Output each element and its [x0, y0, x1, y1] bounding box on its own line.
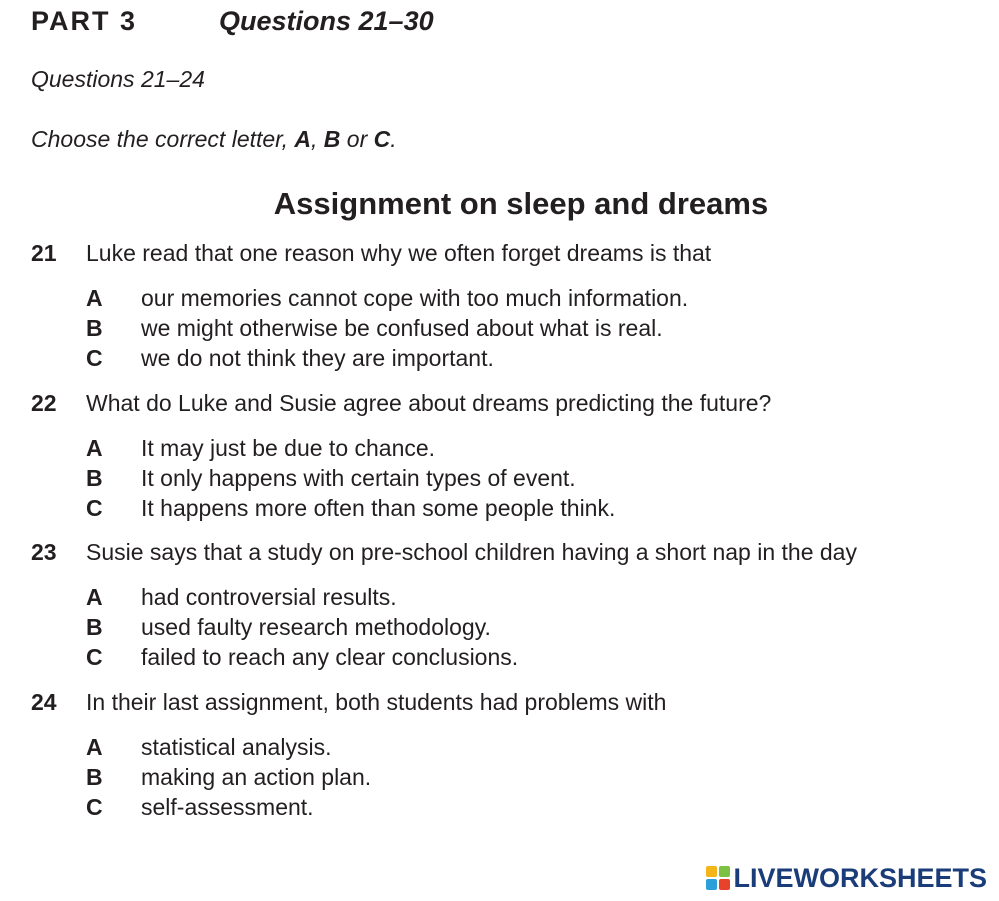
- instruction-separator: ,: [310, 126, 324, 152]
- part-label: PART 3: [31, 5, 138, 36]
- option-b[interactable]: [31, 315, 971, 345]
- option-b[interactable]: [31, 614, 971, 644]
- option-list: [31, 584, 971, 674]
- liveworksheets-logo-icon: [706, 866, 730, 890]
- question-number: 22: [31, 390, 57, 416]
- question-number: 23: [31, 539, 57, 565]
- option-text: statistical analysis.: [141, 734, 332, 760]
- question-21: [31, 240, 971, 375]
- question-number: 21: [31, 240, 57, 266]
- question-23: [31, 539, 971, 674]
- logo-square: [719, 879, 730, 890]
- option-letter: A: [86, 734, 103, 760]
- option-letter: C: [86, 644, 103, 670]
- option-letter: C: [86, 794, 103, 820]
- logo-square: [706, 879, 717, 890]
- option-b[interactable]: [31, 764, 971, 794]
- instruction: [31, 126, 397, 153]
- option-a[interactable]: [31, 734, 971, 764]
- option-c[interactable]: [31, 794, 971, 824]
- part-header: [31, 4, 434, 38]
- option-text: It may just be due to chance.: [141, 435, 436, 461]
- instruction-letter-b: B: [323, 126, 341, 152]
- option-letter: B: [86, 614, 103, 640]
- question-text: Luke read that one reason why we often forget dreams is that: [86, 240, 712, 266]
- option-letter: C: [86, 495, 103, 521]
- instruction-letter-a: A: [294, 126, 311, 152]
- option-b[interactable]: [31, 465, 971, 495]
- option-a[interactable]: [31, 285, 971, 315]
- option-letter: A: [86, 435, 103, 461]
- instruction-separator: or: [340, 126, 374, 152]
- option-text: self-assessment.: [141, 794, 314, 820]
- question-stem: [31, 689, 971, 719]
- option-text: It happens more often than some people think.: [141, 495, 616, 521]
- assignment-title: Assignment on sleep and dreams: [273, 186, 769, 221]
- option-c[interactable]: [31, 644, 971, 674]
- question-stem: [31, 240, 971, 270]
- option-letter: C: [86, 345, 103, 371]
- question-stem: [31, 539, 971, 569]
- instruction-suffix: .: [390, 126, 397, 152]
- option-text: making an action plan.: [141, 764, 372, 790]
- option-letter: A: [86, 285, 103, 311]
- question-text: In their last assignment, both students had problems with: [86, 689, 667, 715]
- option-list: [31, 285, 971, 375]
- part-questions-range: Questions 21–30: [219, 5, 434, 36]
- option-letter: B: [86, 465, 103, 491]
- option-text: our memories cannot cope with too much information.: [141, 285, 689, 311]
- option-text: It only happens with certain types of event.: [141, 465, 576, 491]
- option-text: had controversial results.: [141, 584, 397, 610]
- question-22: [31, 390, 971, 525]
- instruction-letter-c: C: [373, 126, 391, 152]
- question-text: What do Luke and Susie agree about dreams predicting the future?: [86, 390, 772, 416]
- option-letter: A: [86, 584, 103, 610]
- logo-text: LIVEWORKSHEETS: [733, 862, 987, 893]
- liveworksheets-logo: [706, 863, 987, 893]
- option-text: used faulty research methodology.: [141, 614, 491, 640]
- option-text: failed to reach any clear conclusions.: [141, 644, 519, 670]
- question-text: Susie says that a study on pre-school children having a short nap in the day: [86, 539, 857, 565]
- instruction-prefix: Choose the correct letter,: [31, 126, 295, 152]
- option-text: we do not think they are important.: [141, 345, 494, 371]
- option-letter: B: [86, 764, 103, 790]
- option-text: we might otherwise be confused about what is real.: [141, 315, 663, 341]
- question-24: [31, 689, 971, 824]
- option-letter: B: [86, 315, 103, 341]
- option-c[interactable]: [31, 495, 971, 525]
- option-a[interactable]: [31, 584, 971, 614]
- option-c[interactable]: [31, 345, 971, 375]
- logo-square: [719, 866, 730, 877]
- section-questions-range: Questions 21–24: [31, 66, 205, 92]
- option-list: [31, 435, 971, 525]
- option-a[interactable]: [31, 435, 971, 465]
- option-list: [31, 734, 971, 824]
- question-stem: [31, 390, 971, 420]
- question-number: 24: [31, 689, 57, 715]
- logo-square: [706, 866, 717, 877]
